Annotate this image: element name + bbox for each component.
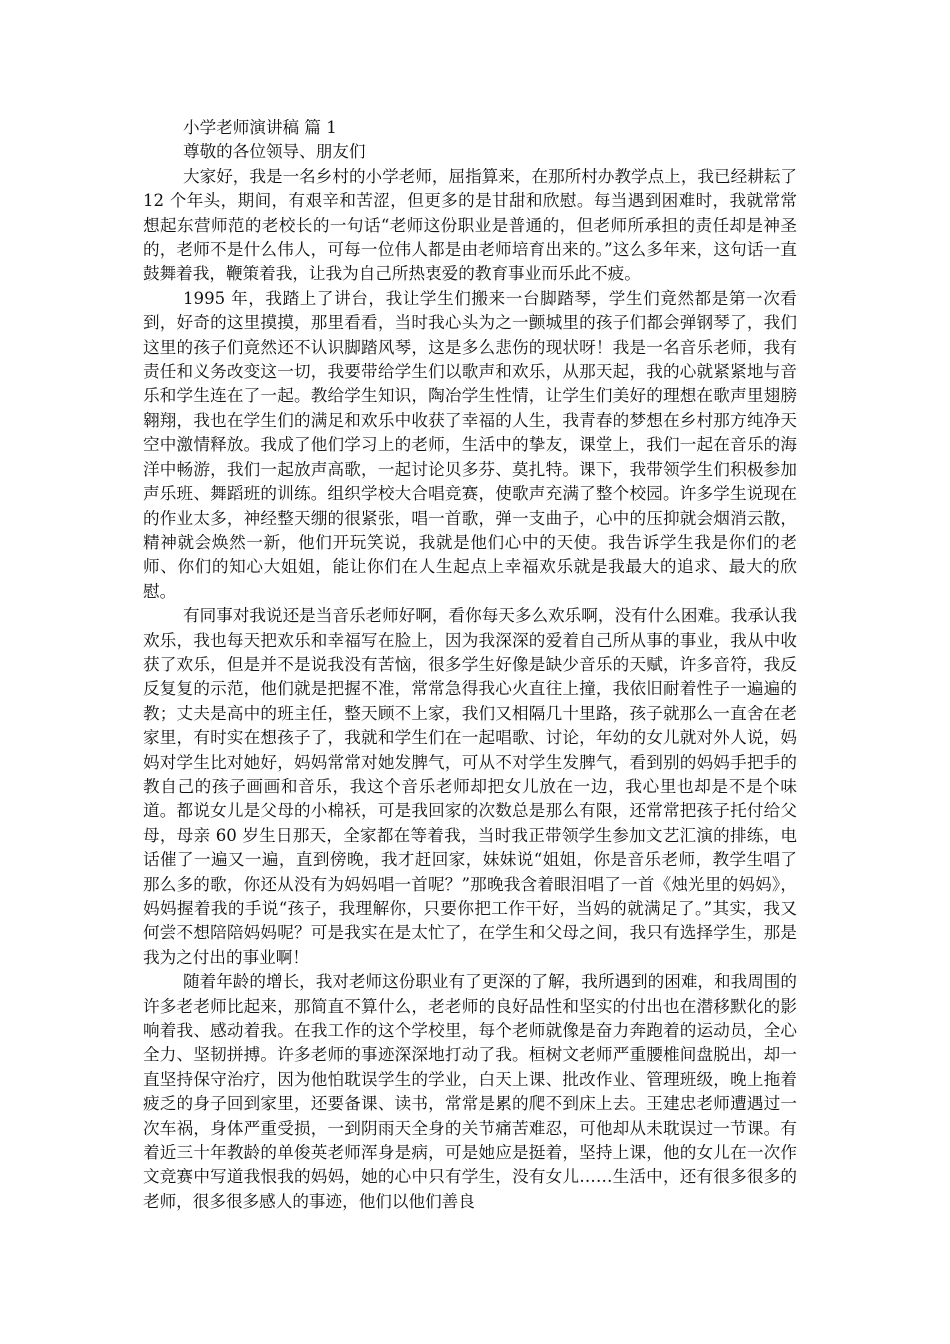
paragraph-4: 随着年龄的增长，我对老师这份职业有了更深的了解，我所遇到的困难，和我周围的许多老老师比起来，那简直不算什么，老老师的良好品性和坚实的付出也在潜移默化的影响着我、感动着我。在我工作的这个学校里，每个老师就像是奋力奔跑着的运动员，全心全力、坚韧拼搏。许多老师的事迹深深地打动了我。桓树文老师严重腰椎间盘脱出，却一直坚持保守治疗，因为他怕耽误学生的学业，白天上课、批改作业、管理班级，晚上拖着疲乏的身子回到家里，还要备课、读书，常常是累的爬不到床上去。王建忠老师遭遇过一次车祸，身体严重受损，一到阴雨天全身的关节痛苦难忍，可他却从未耽误过一节课。有着近三十年教龄的单俊英老师浑身是病，可是她应是挺着，坚持上课，他的女儿在一次作文竞赛中写道我恨我的妈妈，她的心中只有学生，没有女儿……生活中，还有很多很多的老师，很多很多感人的事迹，他们以他们善良 <box>143 972 797 1211</box>
document-title: 小学老师演讲稿 篇 1 <box>183 118 337 137</box>
document-body <box>143 116 797 1214</box>
paragraph-3: 有同事对我说还是当音乐老师好啊，看你每天多么欢乐啊，没有什么困难。我承认我欢乐，我也每天把欢乐和幸福写在脸上，因为我深深的爱着自己所从事的事业，我从中收获了欢乐，但是并不是说我没有苦恼，很多学生好像是缺少音乐的天赋，许多音符，我反反复复的示范，他们就是把握不准，常常急得我心火直往上撞，我依旧耐着性子一遍遍的教；丈夫是高中的班主任，整天顾不上家，我们又相隔几十里路，孩子就那么一直舍在老家里，有时实在想孩子了，我就和学生们在一起唱歌、讨论，年幼的女儿就对外人说，妈妈对学生比对她好，妈妈常常对她发脾气，可从不对学生发脾气，看到别的妈妈手把手的教自己的孩子画画和音乐，我这个音乐老师却把女儿放在一边，我心里也却是不是个味道。都说女儿是父母的小棉袄，可是我回家的次数总是那么有限，还常常把孩子托付给父母，母亲 60 岁生日那天，全家都在等着我，当时我正带领学生参加文艺汇演的排练，电话催了一遍又一遍，直到傍晚，我才赶回家，妹妹说“姐姐，你是音乐老师，教学生唱了那么多的歌，你还从没有为妈妈唱一首呢？”那晚我含着眼泪唱了一首《烛光里的妈妈》，妈妈握着我的手说“孩子，我理解你，只要你把工作干好，当妈的就满足了。”其实，我又何尝不想陪陪妈妈呢？可是我实在是太忙了，在学生和父母之间，我只有选择学生，那是我为之付出的事业啊！ <box>143 606 797 967</box>
greeting-line: 尊敬的各位领导、朋友们 <box>183 142 366 162</box>
paragraph-1: 大家好，我是一名乡村的小学老师，屈指算来，在那所村办教学点上，我已经耕耘了 12 个年头，期间，有艰辛和苦涩，但更多的是甘甜和欣慰。每当遇到困难时，我就常常想起东营师范的老校长的一句话“老师这份职业是普通的，但老师所承担的责任却是神圣的，老师不是什么伟人，可每一位伟人都是由老师培育出来的。”这么多年来，这句话一直鼓舞着我，鞭策着我，让我为自己所热衷爱的教育事业而乐此不疲。 <box>143 166 797 284</box>
paragraph-2: 1995 年，我踏上了讲台，我让学生们搬来一台脚踏琴，学生们竟然都是第一次看到，好奇的这里摸摸，那里看看，当时我心头为之一颤城里的孩子们都会弹钢琴了，我们这里的孩子们竟然还不认识脚踏风琴，这是多么悲伤的现状呀！我是一名音乐老师，我有责任和义务改变这一切，我要带给学生们以歌声和欢乐，从那天起，我的心就紧紧地与音乐和学生连在了一起。教给学生知识，陶冶学生性情，让学生们美好的理想在歌声里翅膀翱翔，我也在学生们的满足和欢乐中收获了幸福的人生，我青春的梦想在乡村那方纯净天空中激情释放。我成了他们学习上的老师，生活中的挚友，课堂上，我们一起在音乐的海洋中畅游，我们一起放声高歌，一起讨论贝多芬、莫扎特。课下，我带领学生们积极参加声乐班、舞蹈班的训练。组织学校大合唱竞赛，使歌声充满了整个校园。许多学生说现在的作业太多，神经整天绷的很紧张，唱一首歌，弹一支曲子，心中的压抑就会烟消云散，精神就会焕然一新，他们开玩笑说，我就是他们心中的天使。我告诉学生我是你们的老师、你们的知心大姐姐，能让你们在人生起点上幸福欢乐就是我最大的追求、最大的欣慰。 <box>143 288 797 601</box>
